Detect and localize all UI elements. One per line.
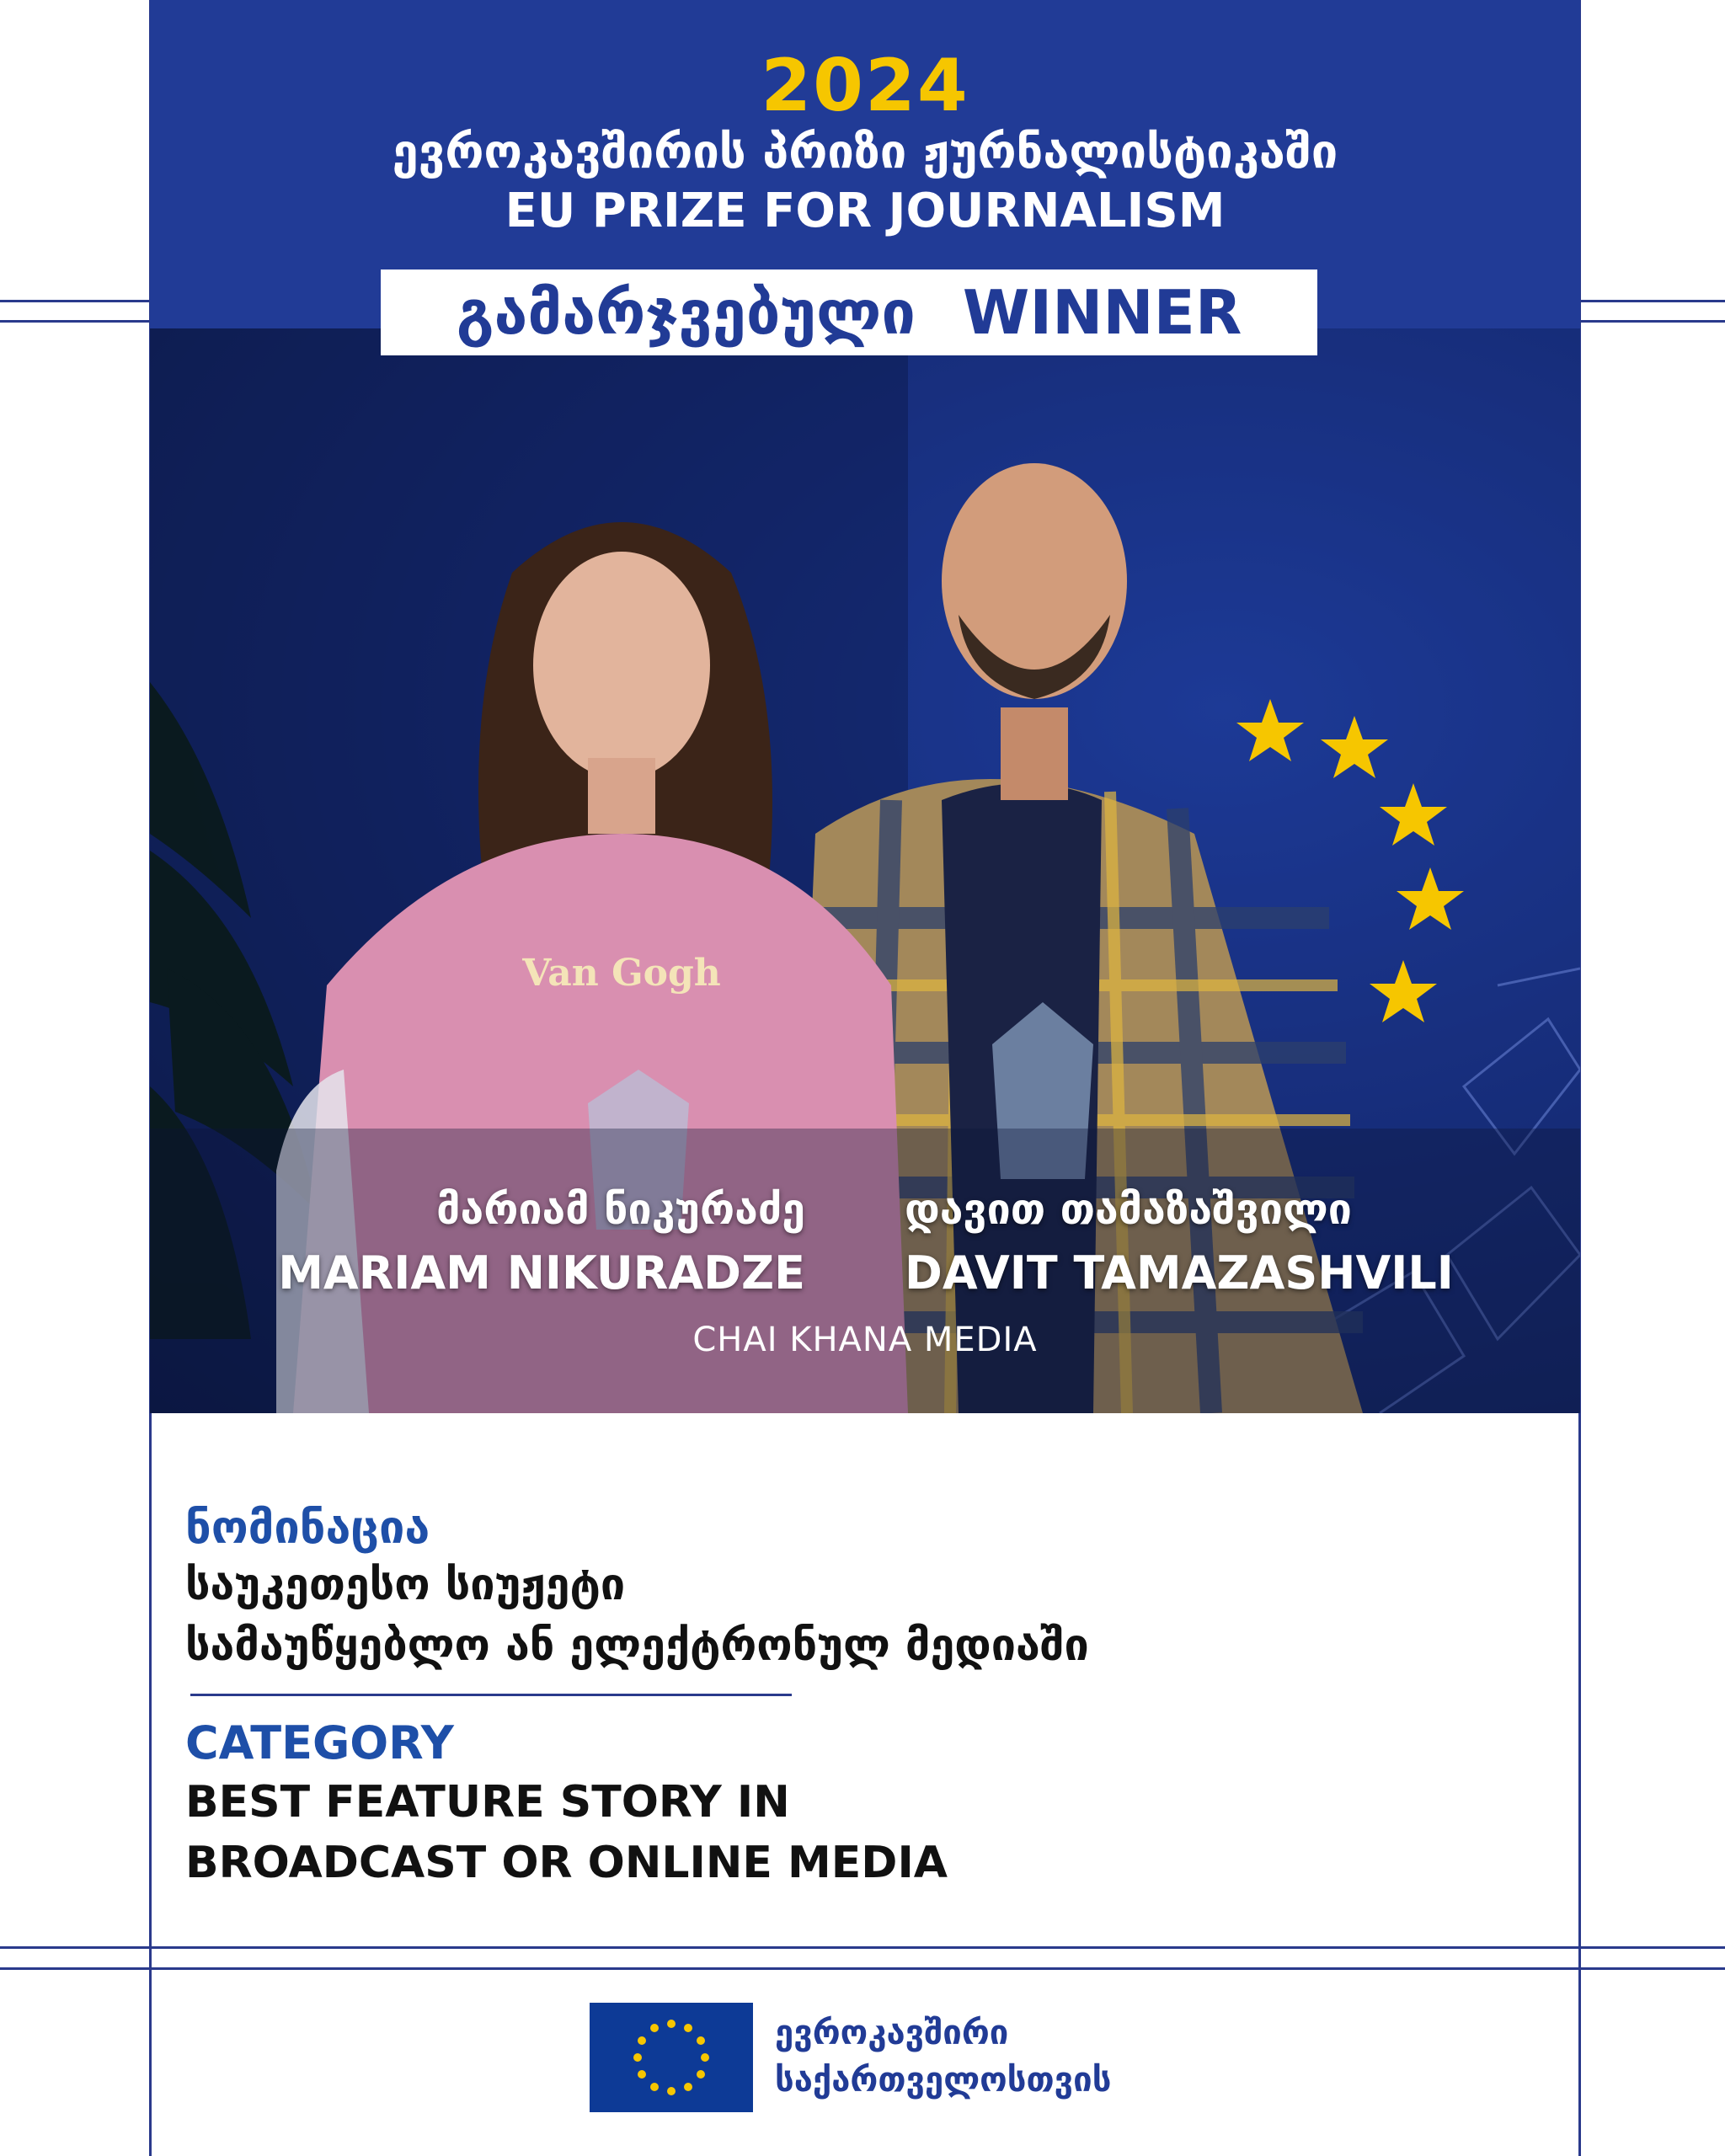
winner-right-name-english: DAVIT TAMAZASHVILI [905,1246,1454,1299]
winner-left-name-georgian: მარიამ ნიკურაძე [436,1185,805,1234]
nomination-label-georgian: ნომინაცია [185,1501,430,1554]
media-outlet: CHAI KHANA MEDIA [692,1321,1038,1359]
winner-right-names [905,1179,1454,1307]
nomination-line-1-georgian: საუკეთესო სიუჟეტი [185,1560,626,1610]
winner-label-english: WINNER [962,277,1242,348]
prize-title-english: EU PRIZE FOR JOURNALISM [505,184,1226,238]
footer-brand-text [775,2009,1111,2104]
frame-bottom-line-2 [0,1967,1725,1970]
winners-photo [150,328,1580,1413]
frame-bottom-line-1 [0,1946,1725,1949]
shirt-print-text: Van Gogh [522,952,721,995]
category-line-2-english: BROADCAST OR ONLINE MEDIA [185,1838,948,1888]
category-text-english [185,1772,948,1893]
eu-flag-stars [590,2003,753,2112]
category-line-1-english: BEST FEATURE STORY IN [185,1777,790,1828]
prize-year: 2024 [761,44,969,128]
section-divider [190,1694,792,1696]
winner-left-names [278,1179,805,1307]
footer-line-1: ევროკავშირი [775,2014,1009,2052]
nomination-line-2-georgian: სამაუწყებლო ან ელექტრონულ მედიაში [185,1620,1089,1671]
eu-flag-logo [590,2003,753,2112]
prize-title-georgian: ევროკავშირის პრიზი ჟურნალისტიკაში [392,125,1338,179]
winner-label-georgian: გამარჯვებული [456,277,916,348]
winner-left-name-english: MARIAM NIKURADZE [278,1246,805,1299]
winner-right-name-georgian: დავით თამაზაშვილი [905,1185,1352,1234]
category-label-english: CATEGORY [185,1716,454,1769]
winner-badge [381,270,1317,355]
footer-line-2: საქართველოსთვის [775,2061,1112,2100]
nomination-text-georgian [185,1555,1089,1676]
